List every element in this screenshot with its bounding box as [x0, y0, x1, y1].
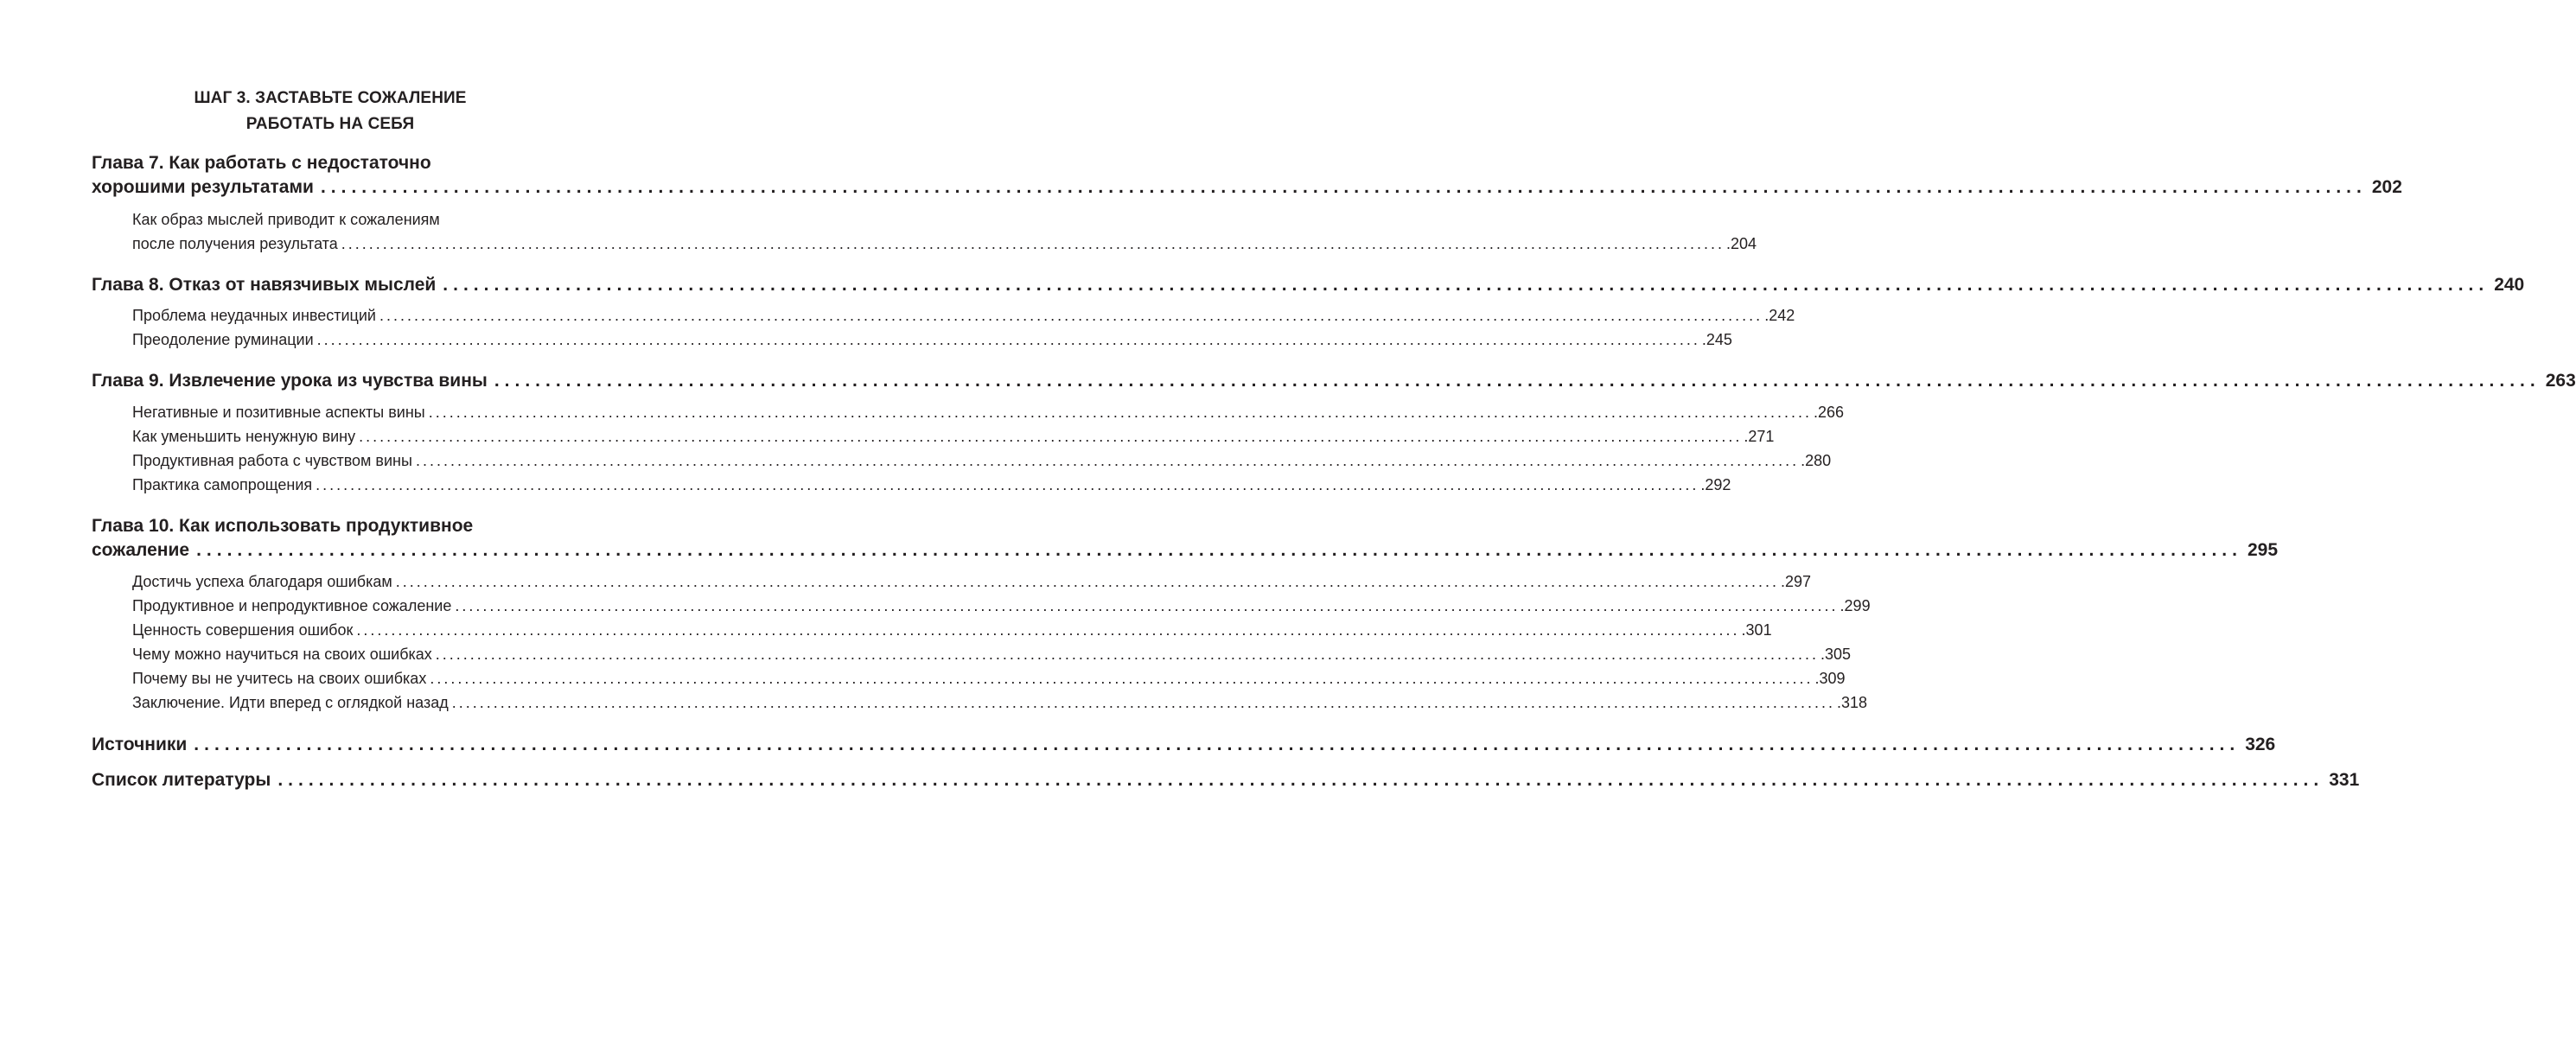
subitem-title-line-1: Как образ мыслей приводит к сожалениям — [132, 211, 440, 228]
dot-leader: ........................................................................................................................................................................................................ — [194, 735, 2241, 754]
toc-subitem-10-3[interactable] — [132, 621, 1772, 639]
toc-subitem-7-1[interactable] — [132, 235, 1757, 253]
subitem-page: .204 — [1725, 235, 1757, 252]
dot-leader: ........................................................................................................................................................................................................ — [451, 694, 1835, 711]
subitem-title: Продуктивное и непродуктивное сожаление — [132, 597, 452, 614]
bibliography-title: Список литературы — [92, 770, 271, 790]
dot-leader: ........................................................................................................................................................................................................ — [379, 307, 1763, 324]
dot-leader: ........................................................................................................................................................................................................ — [395, 573, 1779, 590]
subitem-page: .266 — [1813, 404, 1844, 421]
chapter-8-page: 240 — [2494, 275, 2525, 295]
bibliography-page: 331 — [2329, 770, 2360, 790]
dot-leader: ........................................................................................................................................................................................................ — [356, 621, 1740, 639]
dot-leader: ........................................................................................................................................................................................................ — [316, 476, 1699, 493]
dot-leader: ........................................................................................................................................................................................................ — [443, 275, 2490, 295]
sources-page: 326 — [2245, 735, 2276, 754]
chapter-8-title: Глава 8. Отказ от навязчивых мыслей — [92, 275, 437, 295]
subitem-title: Негативные и позитивные аспекты вины — [132, 404, 425, 421]
subitem-title: Заключение. Идти вперед с оглядкой назад — [132, 694, 449, 711]
toc-subitem-9-3[interactable] — [132, 452, 1832, 470]
chapter-10-entry[interactable] — [92, 540, 2279, 561]
dot-leader: ........................................................................................................................................................................................................ — [428, 404, 1812, 421]
subitem-title-line-2: после получения результата — [132, 235, 338, 252]
subitem-title: Проблема неудачных инвестиций — [132, 307, 376, 324]
dot-leader: ........................................................................................................................................................................................................ — [435, 646, 1819, 663]
subitem-page: .309 — [1814, 670, 1846, 687]
toc-subitem-8-2[interactable] — [132, 331, 1732, 349]
toc-subitem-8-1[interactable] — [132, 307, 1795, 325]
chapter-9-title: Глава 9. Извлечение урока из чувства вины — [92, 371, 488, 391]
subitem-page: .299 — [1840, 597, 1871, 614]
subitem-page: .271 — [1744, 428, 1775, 445]
subitem-title: Как уменьшить ненужную вину — [132, 428, 356, 445]
toc-subitem-10-6[interactable] — [132, 694, 1867, 712]
toc-subitem-9-2[interactable] — [132, 428, 1775, 446]
toc-subitem-9-1[interactable] — [132, 404, 1844, 422]
dot-leader: ........................................................................................................................................................................................................ — [415, 452, 1800, 469]
step-title-line-2: РАБОТАТЬ НА СЕБЯ — [245, 115, 415, 133]
dot-leader: ........................................................................................................................................................................................................ — [430, 670, 1814, 687]
subitem-page: .292 — [1700, 476, 1731, 493]
subitem-title: Достичь успеха благодаря ошибкам — [132, 573, 392, 590]
dot-leader: ........................................................................................................................................................................................................ — [341, 235, 1725, 252]
dot-leader: ........................................................................................................................................................................................................ — [316, 331, 1700, 348]
chapter-7-title-line-2: хорошими результатами — [92, 177, 314, 197]
subitem-page: .245 — [1701, 331, 1732, 348]
chapter-10-title-line-1: Глава 10. Как использовать продуктивное — [92, 516, 474, 536]
chapter-7-entry[interactable] — [92, 177, 2402, 198]
subitem-title: Практика самопрощения — [132, 476, 313, 493]
sources-entry[interactable] — [92, 735, 2276, 755]
toc-subitem-10-2[interactable] — [132, 597, 1871, 615]
subitem-title: Преодоление руминации — [132, 331, 314, 348]
dot-leader: ........................................................................................................................................................................................................ — [359, 428, 1743, 445]
chapter-7-title-line-1: Глава 7. Как работать с недостаточно — [92, 153, 431, 173]
toc-subitem-10-5[interactable] — [132, 670, 1846, 688]
chapter-9-entry[interactable] — [92, 371, 2576, 391]
chapter-8-entry[interactable] — [92, 275, 2525, 296]
dot-leader: ........................................................................................................................................................................................................ — [320, 177, 2367, 197]
toc-subitem-10-1[interactable] — [132, 573, 1812, 591]
subitem-title: Продуктивная работа с чувством вины — [132, 452, 412, 469]
subitem-page: .297 — [1780, 573, 1812, 590]
subitem-title: Почему вы не учитесь на своих ошибках — [132, 670, 427, 687]
subitem-title: Чему можно научиться на своих ошибках — [132, 646, 432, 663]
subitem-page: .280 — [1801, 452, 1832, 469]
sources-title: Источники — [92, 735, 188, 754]
dot-leader: ........................................................................................................................................................................................................ — [277, 770, 2324, 790]
subitem-page: .318 — [1836, 694, 1867, 711]
toc-subitem-9-4[interactable] — [132, 476, 1731, 494]
chapter-10-page: 295 — [2247, 540, 2279, 560]
dot-leader: ........................................................................................................................................................................................................ — [196, 540, 2242, 560]
subitem-page: .301 — [1741, 621, 1772, 639]
toc-subitem-7-1-line-1[interactable] — [132, 211, 565, 229]
toc-subitem-10-4[interactable] — [132, 646, 1852, 664]
subitem-title: Ценность совершения ошибок — [132, 621, 354, 639]
chapter-10-title-line-2: сожаление — [92, 540, 190, 560]
step-title-line-1: ШАГ 3. ЗАСТАВЬТЕ СОЖАЛЕНИЕ — [194, 89, 467, 107]
chapter-9-page: 263 — [2545, 371, 2576, 391]
bibliography-entry[interactable] — [92, 770, 2360, 791]
dot-leader: ........................................................................................................................................................................................................ — [455, 597, 1839, 614]
chapter-7-page: 202 — [2371, 177, 2402, 197]
dot-leader: ........................................................................................................................................................................................................ — [494, 371, 2541, 391]
subitem-page: .305 — [1820, 646, 1852, 663]
subitem-page: .242 — [1764, 307, 1795, 324]
